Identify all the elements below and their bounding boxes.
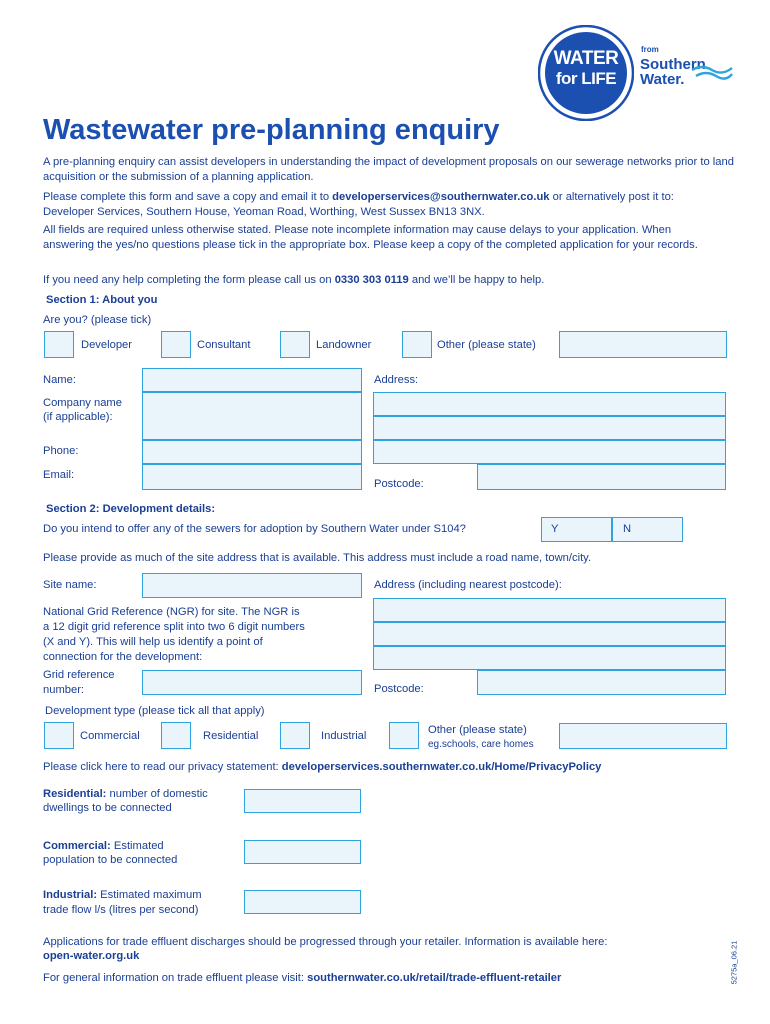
site-postcode-label: Postcode: [374, 683, 424, 695]
privacy-statement [43, 760, 601, 775]
about-you-question: Are you? (please tick) [43, 314, 152, 326]
section-2-heading: Section 2: Development details: [46, 503, 216, 515]
industrial-flow-label-1 [43, 888, 202, 903]
phone-field[interactable] [142, 440, 362, 464]
consultant-label: Consultant [197, 339, 251, 351]
page-title: Wastewater pre-planning enquiry [43, 114, 500, 146]
water-for-life-badge [538, 25, 634, 121]
developer-checkbox[interactable] [44, 331, 74, 358]
residential-count-label-2: dwellings to be connected [43, 802, 172, 814]
commercial-population-label-2: population to be connected [43, 854, 178, 866]
site-address-line-1-field[interactable] [373, 598, 726, 622]
landowner-checkbox[interactable] [280, 331, 310, 358]
site-address-line-2-field[interactable] [373, 622, 726, 646]
industrial-bold: Industrial: [43, 889, 98, 901]
southern-water-brand-line-2: Water. [640, 71, 685, 88]
intro-paragraph-4 [43, 273, 743, 288]
email-field[interactable] [142, 464, 362, 490]
site-name-label: Site name: [43, 579, 97, 591]
intro-p4-end: and we’ll be happy to help. [408, 274, 545, 286]
postcode-label: Postcode: [374, 478, 424, 490]
intro-paragraph-1: A pre-planning enquiry can assist developers in understanding the impact of development proposals on our sewerage networks prior to land acquisition or the submission of a planning application. [43, 156, 734, 183]
address-line-2-field[interactable] [373, 416, 726, 440]
other-checkbox[interactable] [402, 331, 432, 358]
general-info-prefix: For general information on trade effluent please visit: [43, 972, 308, 984]
intro-p4-text: If you need any help completing the form please call us on [43, 274, 335, 286]
trade-effluent-retailer-link[interactable]: southernwater.co.uk/retail/trade-effluent-retailer [307, 972, 562, 984]
commercial-population-label-1 [43, 839, 164, 854]
site-address-line-3-field[interactable] [373, 646, 726, 670]
badge-line-2: for LIFE [555, 69, 617, 88]
southern-water-brand-line-1: Southern [640, 56, 706, 73]
phone-label: Phone: [43, 445, 79, 457]
residential-bold: Residential: [43, 788, 107, 800]
name-label: Name: [43, 374, 76, 386]
logo-from: from [641, 45, 659, 54]
industrial-label: Industrial [321, 730, 367, 742]
intro-paragraph-3: All fields are required unless otherwise stated. Please note incomplete information may cause delays to your application. When answering the yes/no questions please tick in the appropriate box. Please keep a copy of the completed application for your records. [43, 224, 698, 251]
residential-dwellings-field[interactable] [244, 789, 361, 813]
site-postcode-field[interactable] [477, 670, 726, 695]
dev-other-state-field[interactable] [559, 723, 727, 749]
ngr-text-line-2: a 12 digit grid reference split into two 6 digit numbers [43, 621, 305, 633]
industrial-flow-field[interactable] [244, 890, 361, 914]
industrial-rest-1: Estimated maximum [97, 889, 202, 901]
commercial-rest-1: Estimated [110, 840, 164, 852]
residential-count-label-1 [43, 787, 208, 802]
consultant-checkbox[interactable] [161, 331, 191, 358]
wave-icon [690, 62, 734, 82]
commercial-label: Commercial [80, 730, 140, 742]
landowner-label: Landowner [316, 339, 372, 351]
address-line-3-field[interactable] [373, 440, 726, 464]
site-name-field[interactable] [142, 573, 362, 598]
s104-no-label: N [623, 523, 632, 535]
address-line-1-field[interactable] [373, 392, 726, 416]
name-field[interactable] [142, 368, 362, 392]
address-label: Address: [374, 374, 419, 386]
s104-question: Do you intend to offer any of the sewers for adoption by Southern Water under S104? [43, 523, 466, 535]
developer-label: Developer [81, 339, 132, 351]
industrial-checkbox[interactable] [280, 722, 310, 749]
grid-reference-label-2: number: [43, 684, 85, 696]
intro-paragraph-2 [43, 190, 703, 219]
privacy-text: Please click here to read our privacy statement: [43, 761, 282, 773]
section-1-heading: Section 1: About you [46, 294, 158, 306]
ngr-text-line-4: connection for the development: [43, 651, 203, 663]
general-info-text [43, 971, 561, 986]
other-label: Other (please state) [437, 339, 536, 351]
other-state-field[interactable] [559, 331, 727, 358]
privacy-policy-link[interactable]: developerservices.southernwater.co.uk/Home/PrivacyPolicy [281, 761, 602, 773]
help-phone-number: 0330 303 0119 [334, 274, 409, 286]
commercial-bold: Commercial: [43, 840, 111, 852]
site-address-instruction: Please provide as much of the site address that is available. This address must include a road name, town/city. [43, 552, 592, 564]
intro-p2-text: Please complete this form and save a copy and email it to [43, 191, 333, 203]
developer-services-email-link[interactable]: developerservices@southernwater.co.uk [332, 191, 550, 203]
intro-p2-address: or alternatively post it to: Developer Services, Southern House, Yeoman Road, Worthing, West Sussex BN13 3NX. [43, 191, 674, 218]
grid-reference-field[interactable] [142, 670, 362, 695]
commercial-population-field[interactable] [244, 840, 361, 864]
badge-line-1: WATER [553, 48, 619, 69]
form-code: 5275a_06.21 [729, 940, 739, 985]
ngr-text-line-3: (X and Y). This will help us identify a point of [43, 636, 263, 648]
industrial-flow-label-2: trade flow l/s (litres per second) [43, 904, 199, 916]
company-label-1: Company name [43, 397, 122, 409]
dev-other-checkbox[interactable] [389, 722, 419, 749]
dev-other-label: Other (please state) [428, 724, 527, 736]
company-label-2: (if applicable): [43, 411, 113, 423]
residential-label: Residential [203, 730, 259, 742]
ngr-text-line-1: National Grid Reference (NGR) for site. The NGR is [43, 606, 300, 618]
residential-rest-1: number of domestic [106, 788, 208, 800]
commercial-checkbox[interactable] [44, 722, 74, 749]
open-water-link[interactable]: open-water.org.uk [43, 950, 140, 962]
development-type-question: Development type (please tick all that apply) [45, 705, 265, 717]
site-address-label: Address (including nearest postcode): [374, 579, 562, 591]
residential-checkbox[interactable] [161, 722, 191, 749]
dev-other-hint: eg.schools, care homes [428, 739, 534, 750]
grid-reference-label-1: Grid reference [43, 669, 115, 681]
company-field[interactable] [142, 392, 362, 440]
postcode-field[interactable] [477, 464, 726, 490]
trade-effluent-text: Applications for trade effluent discharges should be progressed through your retailer. Information is available here: [43, 936, 608, 948]
s104-yes-label: Y [551, 523, 559, 535]
email-label: Email: [43, 469, 75, 481]
